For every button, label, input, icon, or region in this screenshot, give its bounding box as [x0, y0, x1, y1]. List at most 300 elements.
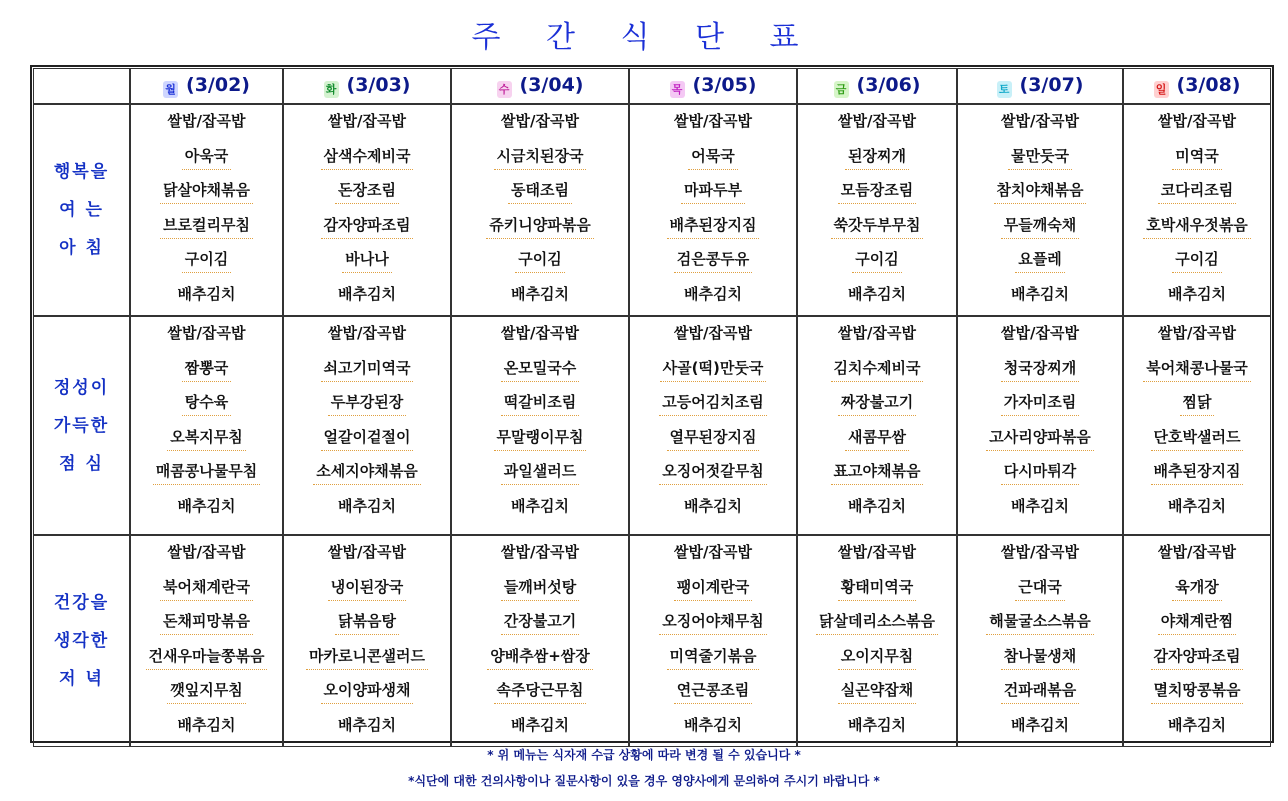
notice-change: * 위 메뉴는 식자재 수급 상황에 따라 변경 될 수 있습니다 *: [487, 748, 801, 762]
menu-item: [798, 458, 956, 493]
menu-item: [958, 677, 1122, 712]
menu-item: [452, 574, 628, 609]
menu-item: [284, 677, 450, 712]
menu-item-text: 다시마튀각: [1001, 458, 1079, 485]
menu-item-text: 배추된장지짐: [667, 212, 760, 239]
menu-item: [284, 246, 450, 281]
menu-item-text: 바나나: [342, 246, 391, 273]
menu-item: [452, 458, 628, 493]
menu-item-text: 쌀밥/잡곡밥: [674, 324, 752, 342]
menu-item-text: 쌀밥/잡곡밥: [1001, 112, 1079, 130]
day-date: (3/08): [1176, 74, 1241, 96]
menu-item: [630, 177, 796, 212]
menu-item-text: 오이지무침: [838, 643, 916, 670]
menu-item: [798, 643, 956, 678]
menu-item: [1124, 177, 1270, 212]
menu-item-text: 쌀밥/잡곡밥: [838, 112, 916, 130]
menu-item-text: 배추김치: [684, 284, 742, 303]
menu-item: [452, 246, 628, 281]
menu-item-text: 닭살데리소스볶음: [816, 608, 938, 635]
menu-item: [131, 424, 282, 459]
menu-item-text: 간장불고기: [501, 608, 579, 635]
meal-row: [33, 535, 1271, 747]
menu-item: [131, 458, 282, 493]
menu-item: [452, 493, 628, 528]
day-icon: 월: [163, 81, 178, 98]
menu-item: [958, 539, 1122, 574]
day-icon: 금: [834, 81, 849, 98]
menu-item-text: 쌀밥/잡곡밥: [501, 112, 579, 130]
weekly-menu-table: [33, 68, 1271, 747]
menu-item-text: 근대국: [1015, 574, 1064, 601]
menu-item: [1124, 539, 1270, 574]
menu-item: [630, 458, 796, 493]
menu-item: [1124, 608, 1270, 643]
day-date: (3/03): [346, 74, 411, 96]
menu-cell: [283, 535, 451, 747]
menu-item-text: 배추김치: [1168, 284, 1226, 303]
menu-item: [798, 539, 956, 574]
menu-item: [1124, 212, 1270, 247]
menu-item: [958, 281, 1122, 316]
menu-item: [131, 355, 282, 390]
menu-item-text: 고사리양파볶음: [986, 424, 1093, 451]
menu-item-text: 쌀밥/잡곡밥: [167, 324, 246, 342]
menu-item-text: 배추김치: [511, 284, 569, 303]
menu-item: [452, 108, 628, 143]
menu-item: [131, 389, 282, 424]
menu-item-text: 황태미역국: [838, 574, 916, 601]
menu-cell: [130, 104, 283, 316]
menu-item-text: 어묵국: [688, 143, 737, 170]
menu-item-text: 감자양파조림: [1151, 643, 1244, 670]
menu-item: [284, 143, 450, 178]
menu-item-text: 실곤약잡채: [838, 677, 916, 704]
page-title: 주 간 식 단 표: [471, 20, 817, 55]
menu-item: [630, 212, 796, 247]
menu-item: [284, 574, 450, 609]
menu-item-text: 참치야채볶음: [994, 177, 1087, 204]
menu-item: [452, 281, 628, 316]
menu-item: [452, 212, 628, 247]
menu-item-text: 양배추쌈+쌈장: [487, 643, 593, 670]
menu-item-text: 가자미조림: [1001, 389, 1079, 416]
menu-item: [630, 574, 796, 609]
menu-item-text: 배추김치: [848, 284, 906, 303]
menu-item-text: 오이양파생채: [321, 677, 414, 704]
menu-item: [284, 177, 450, 212]
menu-item: [1124, 493, 1270, 528]
menu-item: [131, 643, 282, 678]
menu-item: [798, 246, 956, 281]
menu-item-text: 구이김: [182, 246, 231, 273]
menu-item: [131, 281, 282, 316]
menu-item-text: 쇠고기미역국: [321, 355, 414, 382]
menu-item-text: 쌀밥/잡곡밥: [1158, 543, 1236, 561]
menu-item-text: 배추김치: [1011, 715, 1069, 734]
menu-item-text: 온모밀국수: [501, 355, 579, 382]
menu-item: [798, 320, 956, 355]
day-icon: 일: [1154, 81, 1169, 98]
menu-item: [284, 493, 450, 528]
menu-item: [798, 424, 956, 459]
menu-cell: [130, 316, 283, 535]
day-header: [1123, 68, 1271, 104]
menu-item-text: 코다리조림: [1158, 177, 1236, 204]
menu-item-text: 브로컬리무침: [160, 212, 253, 239]
menu-item-text: 배추김치: [684, 715, 742, 734]
menu-item: [630, 143, 796, 178]
menu-item-text: 배추김치: [848, 496, 906, 515]
header-row: [33, 68, 1271, 104]
menu-item: [798, 108, 956, 143]
menu-item-text: 얼갈이겉절이: [321, 424, 414, 451]
menu-item-text: 팽이계란국: [674, 574, 752, 601]
corner-cell: [33, 68, 130, 104]
menu-item: [958, 574, 1122, 609]
menu-item-text: 배추김치: [848, 715, 906, 734]
menu-item: [798, 143, 956, 178]
menu-item: [1124, 320, 1270, 355]
menu-item-text: 건파래볶음: [1001, 677, 1079, 704]
menu-item-text: 들깨버섯탕: [501, 574, 579, 601]
meal-label-line: 아 침: [59, 238, 104, 258]
day-header: [797, 68, 957, 104]
menu-item: [284, 355, 450, 390]
menu-cell: [957, 104, 1123, 316]
day-header: [451, 68, 629, 104]
menu-item-text: 쌀밥/잡곡밥: [501, 543, 579, 561]
menu-item: [630, 493, 796, 528]
menu-cell: [629, 104, 797, 316]
menu-item-text: 쌀밥/잡곡밥: [328, 324, 406, 342]
menu-item-text: 감자양파조림: [321, 212, 414, 239]
menu-item: [284, 424, 450, 459]
meal-label: [33, 535, 130, 747]
menu-cell: [629, 535, 797, 747]
menu-item-text: 떡갈비조림: [501, 389, 579, 416]
menu-item-text: 새콤무쌈: [845, 424, 909, 451]
menu-item: [452, 320, 628, 355]
menu-item-text: 쌀밥/잡곡밥: [1158, 324, 1236, 342]
menu-item-text: 깻잎지무침: [167, 677, 245, 704]
day-icon: 수: [497, 81, 512, 98]
menu-item-text: 찜닭: [1180, 389, 1215, 416]
menu-item-text: 마파두부: [681, 177, 745, 204]
menu-item: [452, 355, 628, 390]
menu-item-text: 소세지야채볶음: [313, 458, 420, 485]
menu-item-text: 오징어젓갈무침: [659, 458, 766, 485]
day-header: [629, 68, 797, 104]
menu-item-text: 오복지무침: [167, 424, 245, 451]
menu-item-text: 청국장찌개: [1001, 355, 1079, 382]
menu-item: [131, 108, 282, 143]
menu-item-text: 구이김: [852, 246, 901, 273]
menu-item-text: 쌀밥/잡곡밥: [328, 112, 406, 130]
menu-item-text: 쌀밥/잡곡밥: [1001, 324, 1079, 342]
menu-item-text: 배추김치: [1011, 496, 1069, 515]
day-date: (3/02): [186, 74, 250, 96]
menu-item: [1124, 281, 1270, 316]
menu-item: [958, 493, 1122, 528]
menu-cell: [1123, 316, 1271, 535]
menu-item: [284, 320, 450, 355]
menu-item-text: 쌀밥/잡곡밥: [328, 543, 406, 561]
menu-cell: [130, 535, 283, 747]
menu-item-text: 해물굴소스볶음: [986, 608, 1093, 635]
menu-item-text: 호박새우젓볶음: [1143, 212, 1250, 239]
meal-label-line: 점 심: [59, 453, 104, 474]
menu-item-text: 참나물생채: [1001, 643, 1079, 670]
menu-item: [452, 424, 628, 459]
day-icon: 목: [670, 81, 685, 98]
menu-item-text: 배추김치: [1011, 284, 1069, 303]
menu-item: [798, 212, 956, 247]
menu-item: [630, 320, 796, 355]
menu-item-text: 쌀밥/잡곡밥: [1001, 543, 1079, 561]
meal-label-line: 생각한: [53, 631, 110, 651]
menu-item: [131, 677, 282, 712]
day-icon: 토: [997, 81, 1012, 98]
menu-item-text: 마카로니콘샐러드: [306, 643, 428, 670]
notice-contact: *식단에 대한 건의사항이나 질문사항이 있을 경우 영양사에게 문의하여 주시기 바랍니다 *: [408, 774, 880, 788]
day-date: (3/05): [692, 74, 757, 96]
menu-item: [958, 643, 1122, 678]
menu-item-text: 오징어야채무침: [659, 608, 766, 635]
menu-item: [452, 608, 628, 643]
menu-item-text: 쌀밥/잡곡밥: [501, 324, 579, 342]
menu-item-text: 된장찌개: [845, 143, 909, 170]
menu-item: [958, 177, 1122, 212]
menu-item: [452, 389, 628, 424]
menu-item: [284, 212, 450, 247]
menu-item-text: 멸치땅콩볶음: [1151, 677, 1244, 704]
menu-item: [131, 320, 282, 355]
menu-item: [131, 574, 282, 609]
menu-item-text: 구이김: [1172, 246, 1221, 273]
menu-item: [452, 539, 628, 574]
menu-item-text: 배추김치: [1168, 715, 1226, 734]
day-icon: 화: [324, 81, 339, 98]
menu-item-text: 쌀밥/잡곡밥: [1158, 112, 1236, 130]
menu-item: [630, 355, 796, 390]
menu-item-text: 과일샐러드: [501, 458, 579, 485]
menu-cell: [797, 535, 957, 747]
menu-cell: [629, 316, 797, 535]
menu-item-text: 미역줄기볶음: [667, 643, 760, 670]
menu-item: [630, 389, 796, 424]
menu-item-text: 짬뽕국: [182, 355, 231, 382]
menu-item: [131, 608, 282, 643]
menu-item: [630, 677, 796, 712]
menu-item: [958, 143, 1122, 178]
menu-item-text: 돈장조림: [335, 177, 399, 204]
menu-item-text: 냉이된장국: [328, 574, 406, 601]
menu-item: [958, 608, 1122, 643]
menu-cell: [451, 104, 629, 316]
menu-item: [284, 712, 450, 747]
menu-item-text: 모듬장조림: [838, 177, 916, 204]
menu-cell: [1123, 535, 1271, 747]
menu-item-text: 닭볶음탕: [335, 608, 399, 635]
menu-item-text: 북어채계란국: [160, 574, 253, 601]
menu-item-text: 배추김치: [684, 496, 742, 515]
menu-item: [131, 212, 282, 247]
menu-item-text: 배추김치: [338, 284, 396, 303]
meal-label-line: 건강을: [53, 593, 110, 613]
menu-item-text: 배추김치: [338, 715, 396, 734]
menu-item: [1124, 712, 1270, 747]
menu-item: [284, 108, 450, 143]
menu-item-text: 쥬키니양파볶음: [486, 212, 593, 239]
menu-item: [284, 608, 450, 643]
menu-item-text: 쌀밥/잡곡밥: [838, 543, 916, 561]
menu-item: [452, 643, 628, 678]
meal-label: [33, 316, 130, 535]
menu-item: [958, 320, 1122, 355]
day-header: [130, 68, 283, 104]
menu-item-text: 요플레: [1015, 246, 1064, 273]
meal-label-line: 저 녁: [59, 669, 104, 689]
menu-item-text: 쌀밥/잡곡밥: [167, 543, 246, 561]
menu-item-text: 단호박샐러드: [1151, 424, 1244, 451]
menu-item-text: 배추김치: [177, 715, 236, 734]
menu-cell: [957, 535, 1123, 747]
menu-cell: [797, 104, 957, 316]
menu-item-text: 아욱국: [182, 143, 231, 170]
menu-item-text: 육개장: [1172, 574, 1221, 601]
menu-item: [131, 712, 282, 747]
menu-item-text: 검은콩두유: [674, 246, 752, 273]
menu-item: [131, 493, 282, 528]
menu-item: [630, 539, 796, 574]
menu-item: [958, 389, 1122, 424]
meal-label: [33, 104, 130, 316]
menu-item-text: 쌀밥/잡곡밥: [674, 543, 752, 561]
menu-item: [958, 108, 1122, 143]
menu-item-text: 쌀밥/잡곡밥: [838, 324, 916, 342]
meal-label-line: 행복을: [53, 162, 110, 182]
menu-item: [284, 281, 450, 316]
menu-item: [630, 108, 796, 143]
menu-item-text: 매콤콩나물무침: [153, 458, 260, 485]
menu-item: [798, 712, 956, 747]
menu-cell: [797, 316, 957, 535]
menu-item: [958, 712, 1122, 747]
menu-item: [1124, 143, 1270, 178]
menu-item: [958, 355, 1122, 390]
menu-item-text: 삼색수제비국: [321, 143, 414, 170]
menu-item: [798, 177, 956, 212]
menu-item-text: 속주당근무침: [494, 677, 587, 704]
menu-item: [1124, 355, 1270, 390]
menu-item: [630, 424, 796, 459]
menu-item: [1124, 246, 1270, 281]
menu-cell: [451, 535, 629, 747]
menu-item: [131, 539, 282, 574]
menu-item-text: 닭살야채볶음: [160, 177, 253, 204]
menu-item-text: 김치수제비국: [831, 355, 924, 382]
menu-item: [131, 143, 282, 178]
menu-item-text: 배추김치: [511, 715, 569, 734]
menu-item-text: 쑥갓두부무침: [831, 212, 924, 239]
menu-item-text: 쌀밥/잡곡밥: [674, 112, 752, 130]
menu-item-text: 미역국: [1172, 143, 1221, 170]
menu-item: [284, 458, 450, 493]
menu-item: [798, 493, 956, 528]
menu-cell: [283, 316, 451, 535]
menu-item-text: 사골(떡)만둣국: [660, 355, 767, 382]
meal-row: [33, 316, 1271, 535]
menu-item: [798, 677, 956, 712]
menu-item: [284, 643, 450, 678]
menu-item: [131, 177, 282, 212]
day-header: [283, 68, 451, 104]
day-header: [957, 68, 1123, 104]
menu-item: [452, 712, 628, 747]
menu-item-text: 건새우마늘쫑볶음: [146, 643, 268, 670]
menu-cell: [451, 316, 629, 535]
menu-item: [1124, 574, 1270, 609]
menu-cell: [1123, 104, 1271, 316]
menu-item-text: 구이김: [515, 246, 564, 273]
menu-item-text: 무말랭이무침: [494, 424, 587, 451]
day-date: (3/06): [856, 74, 921, 96]
meal-label-line: 여 는: [59, 200, 104, 220]
meal-row: [33, 104, 1271, 316]
menu-item: [1124, 643, 1270, 678]
menu-item: [284, 539, 450, 574]
menu-item-text: 탕수육: [182, 389, 231, 416]
menu-item-text: 쌀밥/잡곡밥: [167, 112, 246, 130]
menu-item: [958, 212, 1122, 247]
menu-item-text: 무들깨숙채: [1001, 212, 1079, 239]
menu-item: [1124, 458, 1270, 493]
menu-item: [131, 246, 282, 281]
menu-item-text: 열무된장지짐: [667, 424, 760, 451]
menu-item-text: 배추김치: [338, 496, 396, 515]
menu-item-text: 연근콩조림: [674, 677, 752, 704]
menu-item: [1124, 389, 1270, 424]
menu-item: [630, 643, 796, 678]
menu-item: [630, 281, 796, 316]
menu-item-text: 배추김치: [177, 496, 236, 515]
menu-item: [452, 677, 628, 712]
menu-item-text: 표고야채볶음: [831, 458, 924, 485]
menu-item: [1124, 108, 1270, 143]
menu-item-text: 동태조림: [508, 177, 572, 204]
menu-cell: [957, 316, 1123, 535]
menu-item-text: 배추된장지짐: [1151, 458, 1244, 485]
menu-item: [958, 424, 1122, 459]
menu-item: [630, 712, 796, 747]
menu-item: [958, 246, 1122, 281]
day-date: (3/04): [519, 74, 584, 96]
menu-item-text: 북어채콩나물국: [1143, 355, 1250, 382]
menu-item: [630, 608, 796, 643]
menu-item: [452, 143, 628, 178]
meal-label-line: 정성이: [53, 377, 110, 398]
menu-item: [958, 458, 1122, 493]
menu-item: [798, 574, 956, 609]
day-date: (3/07): [1019, 74, 1084, 96]
menu-item: [452, 177, 628, 212]
menu-item-text: 배추김치: [511, 496, 569, 515]
menu-item: [798, 281, 956, 316]
menu-item: [1124, 677, 1270, 712]
menu-item-text: 야채계란찜: [1158, 608, 1236, 635]
menu-item-text: 두부강된장: [328, 389, 406, 416]
